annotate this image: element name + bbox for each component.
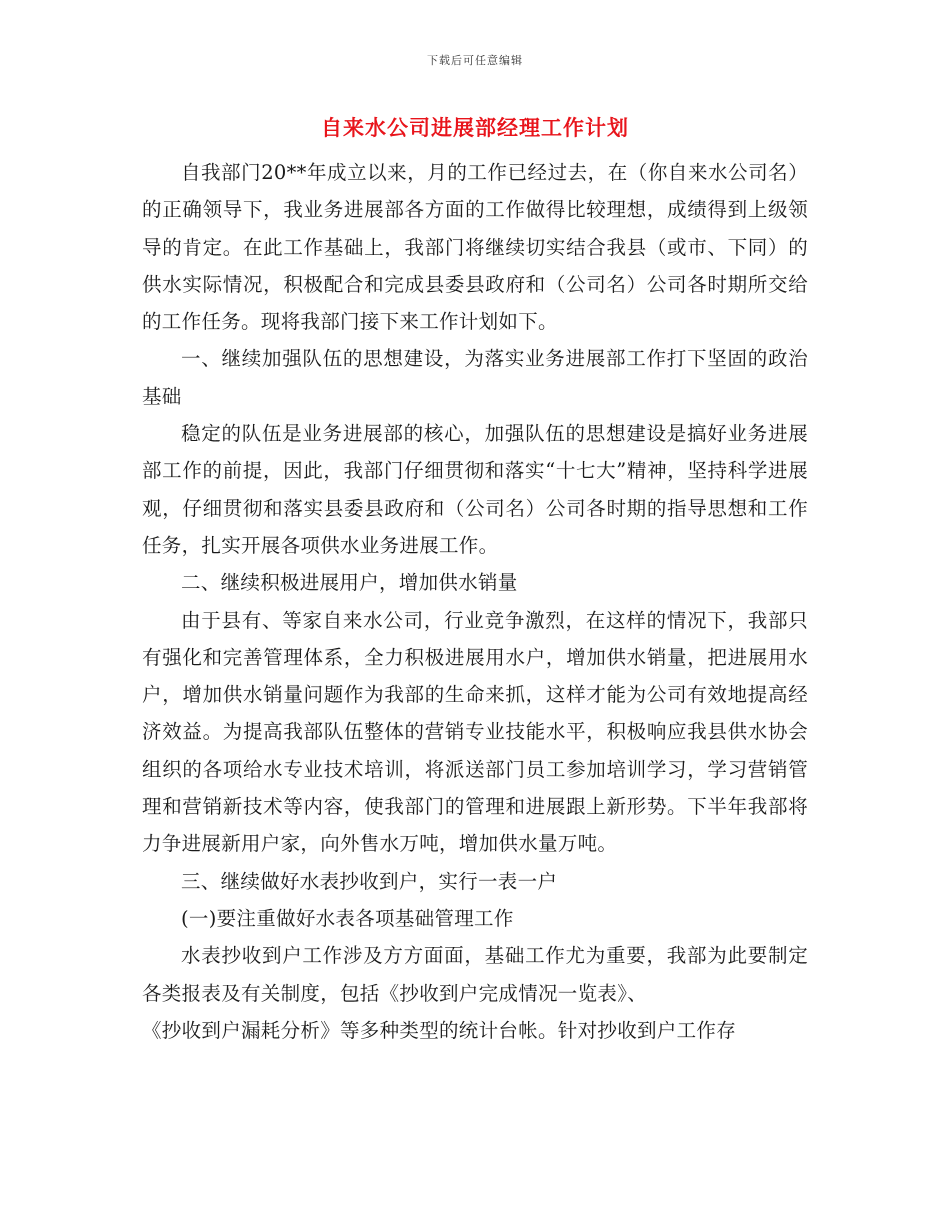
document-title: 自来水公司进展部经理工作计划 bbox=[321, 115, 629, 140]
section-heading-3: 三、继续做好水表抄收到户，实行一表一户 bbox=[181, 869, 558, 893]
section-1-paragraph: 稳定的队伍是业务进展部的核心，加强队伍的思想建设是搞好业务进展部工作的前提，因此，我部门仔细贯彻和落实“十七大”精神，坚持科学进展观，仔细贯彻和落实县委县政府和（公司名）公司各时期的指导思想和工作任务，扎实开展各项供水业务进展工作。 bbox=[142, 422, 808, 557]
document-body bbox=[142, 154, 808, 1049]
subsection-3-1-paragraph: 水表抄收到户工作涉及方方面面，基础工作尤为重要，我部为此要制定各类报表及有关制度，包括《抄收到户完成情况一览表》、 bbox=[142, 944, 808, 1005]
section-2-paragraph: 由于县有、等家自来水公司，行业竞争激烈，在这样的情况下，我部只有强化和完善管理体系，全力积极进展用水户，增加供水销量，把进展用水户，增加供水销量问题作为我部的生命来抓，这样才能为公司有效地提高经济效益。为提高我部队伍整体的营销专业技能水平，积极响应我县供水协会组织的各项给水专业技术培训，将派送部门员工参加培训学习，学习营销管理和营销新技术等内容，使我部门的管理和进展跟上新形势。下半年我部将力争进展新用户家，向外售水万吨，增加供水量万吨。 bbox=[142, 608, 808, 856]
section-heading-1: 一、继续加强队伍的思想建设，为落实业务进展部工作打下坚固的政治基础 bbox=[142, 347, 808, 408]
subsection-heading-3-1: (一)要注重做好水表各项基础管理工作 bbox=[181, 906, 514, 930]
page-header-note: 下载后可任意编辑 bbox=[427, 54, 523, 67]
intro-paragraph: 自我部门20**年成立以来，月的工作已经过去，在（你自来水公司名）的正确领导下，我业务进展部各方面的工作做得比较理想，成绩得到上级领导的肯定。在此工作基础上，我部门将继续切实结合我县（或市、下同）的供水实际情况，积极配合和完成县委县政府和（公司名）公司各时期所交给的工作任务。现将我部门接下来工作计划如下。 bbox=[142, 161, 808, 334]
section-heading-2: 二、继续积极进展用户，增加供水销量 bbox=[181, 571, 518, 595]
subsection-3-1-paragraph-continued: 《抄收到户漏耗分析》等多种类型的统计台帐。针对抄收到户工作存 bbox=[142, 1018, 737, 1042]
